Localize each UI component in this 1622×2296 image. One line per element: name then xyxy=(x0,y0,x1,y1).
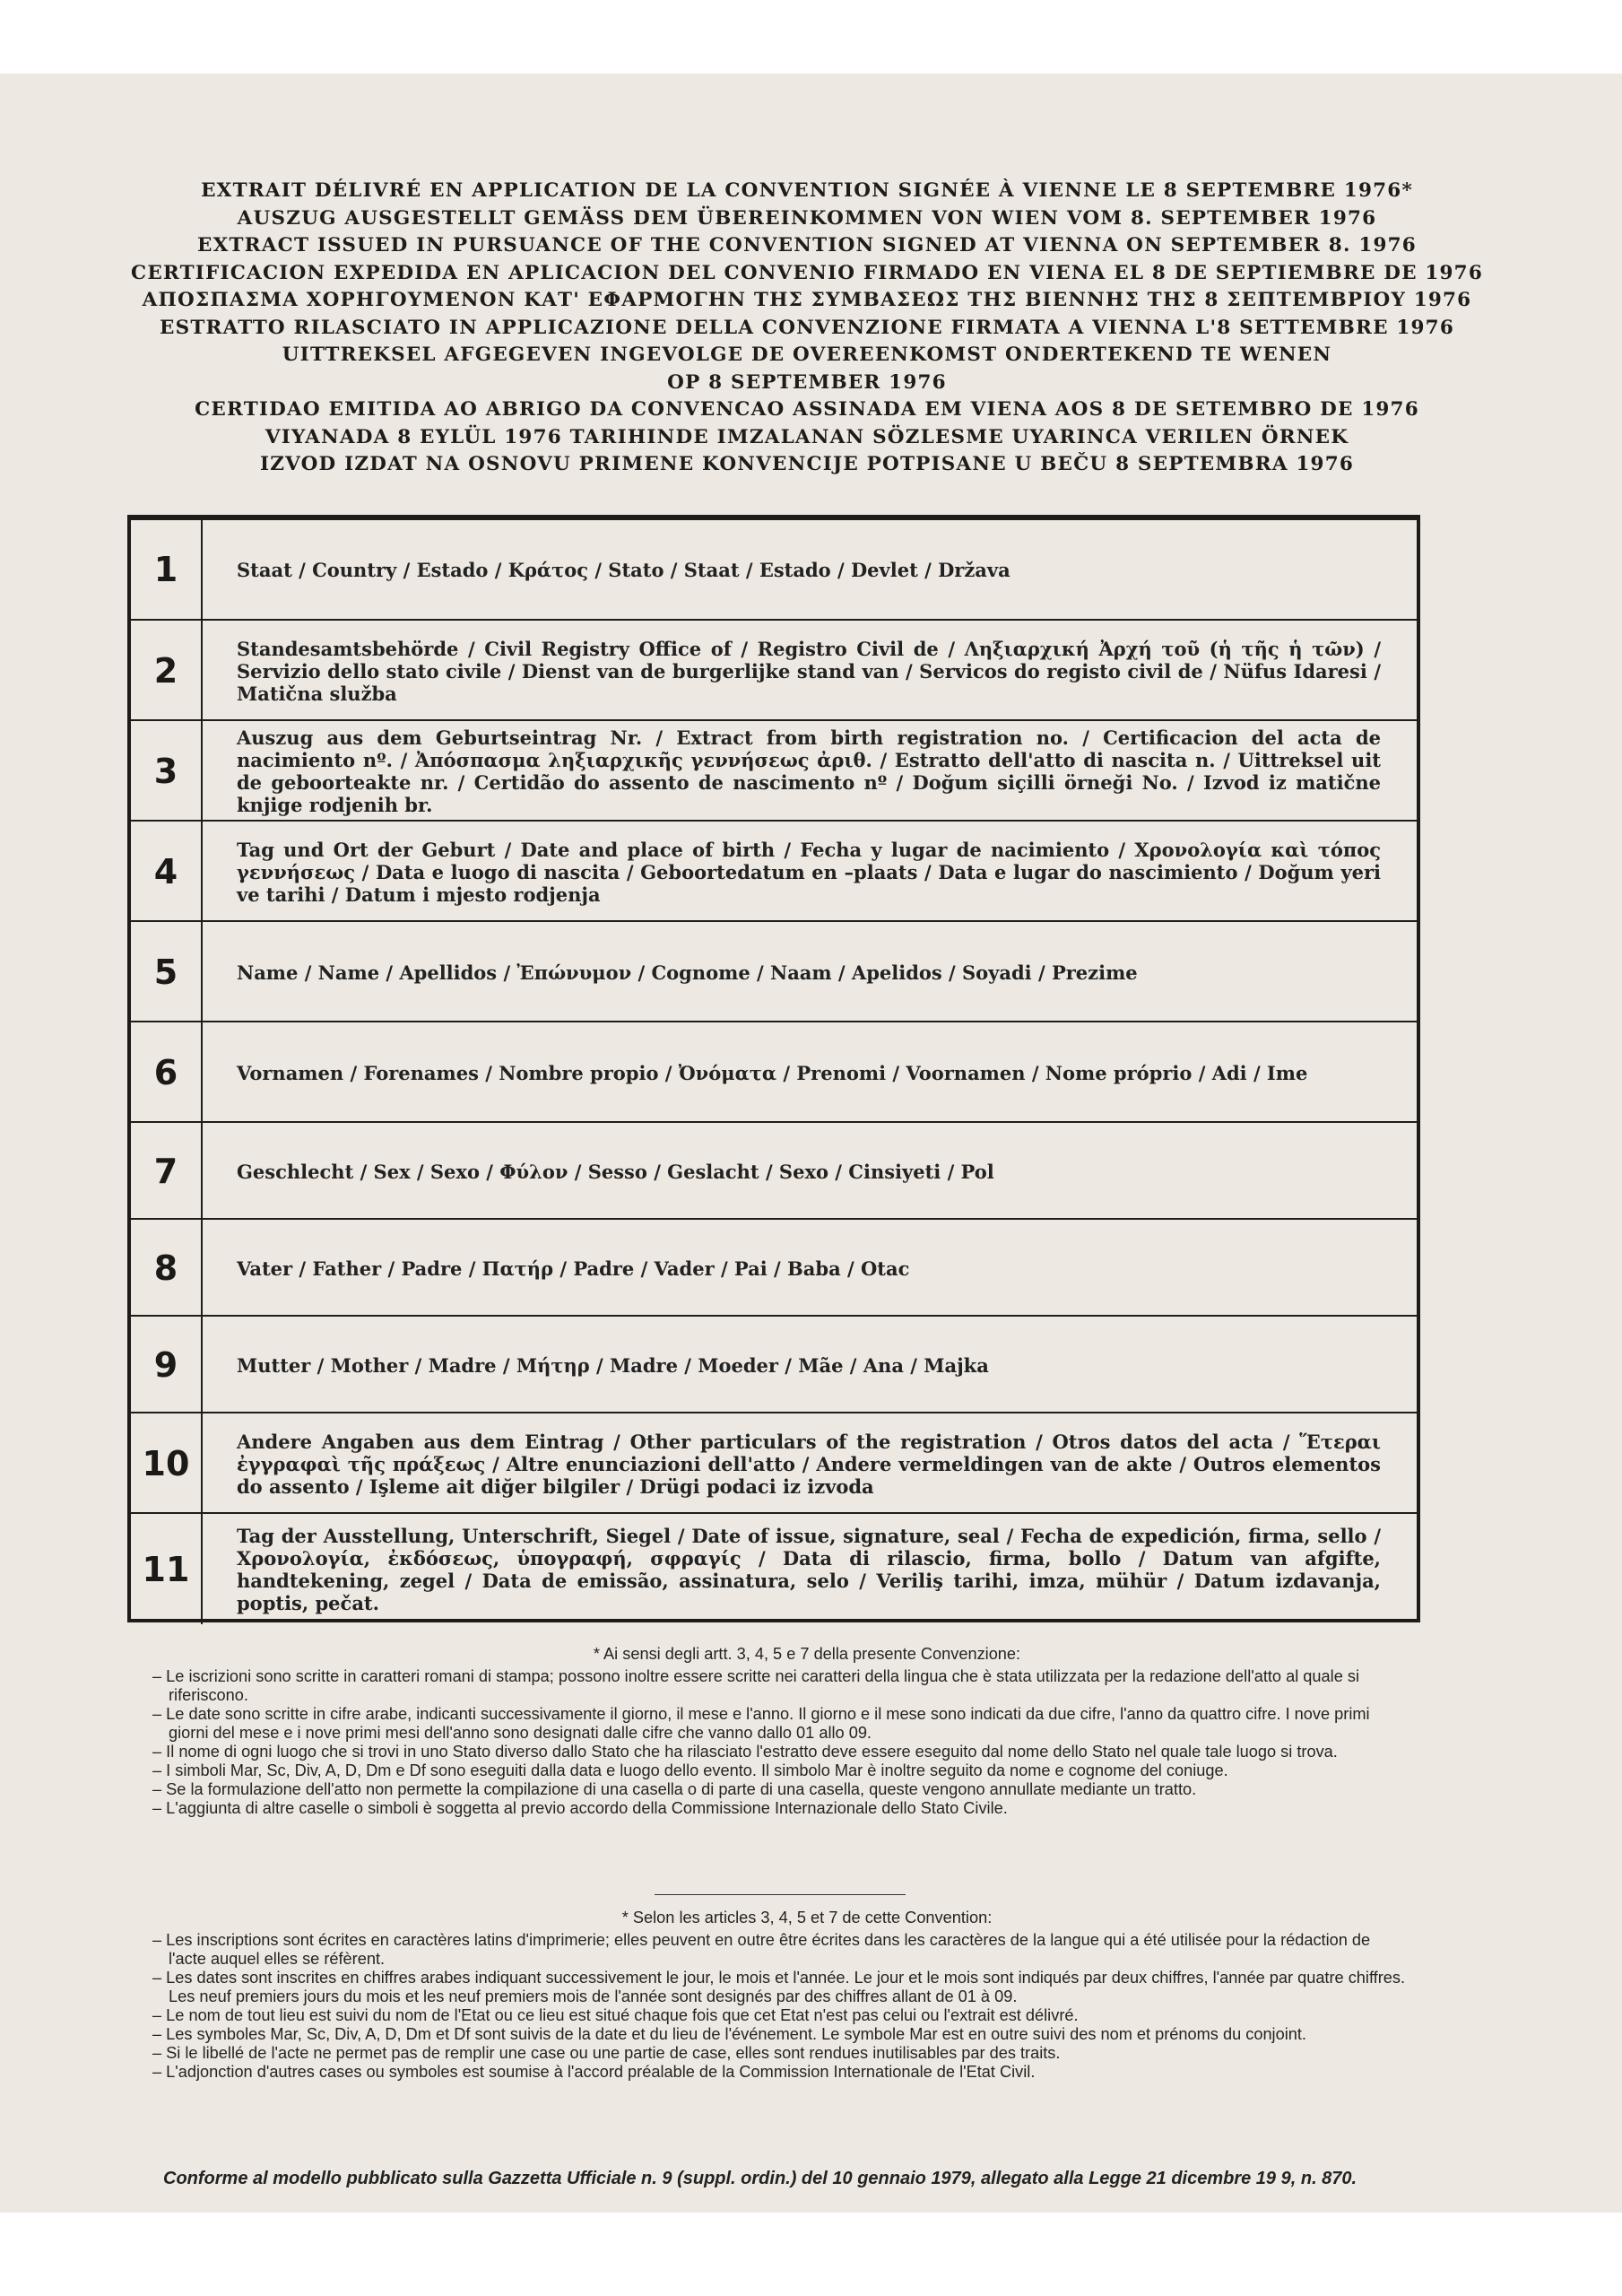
notes-french-title: * Selon les articles 3, 4, 5 et 7 de cette Convention: xyxy=(621,1909,993,1926)
row-label: Tag der Ausstellung, Unterschrift, Siegel / Date of issue, signature, seal / Fecha de expedición, firma, sello / Χρονολογία, ἐκδόσεως, ὑπογραφή, σφραγίς / Data di rilascio, firma, bollo / Datum van afgifte, handtekening, zegel / Data de emissão, assinatura, selo / Veriliş tarihi, imza, mühür / Datum izdavanja, poptis, pečat. xyxy=(237,1524,1381,1614)
row-label: Tag und Ort der Geburt / Date and place of birth / Fecha y lugar de nacimiento / Χρονολογία καὶ τόπος γεννήσεως / Data e luogo di nascita / Geboortedatum en –plaats / Data e lugar do nascimiento / Doğum yeri ve tarihi / Datum i mjesto rodjenja xyxy=(237,838,1381,906)
extract-form-table xyxy=(127,515,1420,1622)
row-number: 9 xyxy=(131,1317,203,1413)
row-number: 6 xyxy=(131,1022,203,1123)
row-label: Auszug aus dem Geburtseintrag Nr. / Extract from birth registration no. / Certificacion del acta de nacimiento nº. / Ἀπόσπασμα ληξιαρχικῆς γεννήσεως ἀριθ. / Estratto dell'atto di nascita n. / Uittreksel uit de geboorteakte nr. / Certidão do assento de nascimento nº / Doğum siçilli örneği No. / Izvod iz matične knjige rodjenih br. xyxy=(237,726,1381,816)
form-row-8 xyxy=(131,1218,1417,1317)
form-row-10 xyxy=(131,1412,1417,1514)
form-row-4 xyxy=(131,820,1417,922)
form-row-3 xyxy=(131,719,1417,822)
note-item: – Le date sono scritte in cifre arabe, indicanti successivamente il giorno, il mese e l'anno. Il giorno e il mese sono indicati da due cifre, l'anno da quattro cifre. I nove primi giorni del mese e i nove primi mesi dell'anno sono designati dalle cifre che vanno dallo 01 allo 09. xyxy=(152,1705,1370,1742)
notes-separator xyxy=(655,1894,906,1895)
row-label: Standesamtsbehörde / Civil Registry Office of / Registro Civil de / Ληξιαρχική Ἀρχή τοῦ (ἡ τῆς ἡ τῶν) / Servizio dello stato civile / Dienst van de burgerlijke stand van / Servicos do registo civil de / Nüfus Idaresi / Matična služba xyxy=(237,637,1381,705)
form-row-1 xyxy=(131,520,1417,619)
row-number: 11 xyxy=(131,1514,203,1624)
note-item: – Les dates sont inscrites en chiffres arabes indiquant successivement le jour, le mois et l'année. Le jour et le mois sont indiqués par deux chiffres, l'année par quatre chiffres. Les neuf premiers jours du mois et les neuf premiers mois de l'année sont designés par des chiffres allant de 01 à 09. xyxy=(152,1969,1406,2005)
row-label: Andere Angaben aus dem Eintrag / Other particulars of the registration / Otros datos del acta / Ἕτεραι ἐγγραφαὶ τῆς πράξεως / Altre enunciazioni dell'atto / Andere vermeldingen van de akte / Outros elementos do assento / Işleme ait diğer bilgiler / Drügi podaci iz izvoda xyxy=(237,1430,1381,1498)
row-number: 5 xyxy=(131,922,203,1022)
header-line-tr: VIYANADA 8 EYLÜL 1976 TARIHINDE IMZALANAN SÖZLESME UYARINCA VERILEN ÖRNEK xyxy=(265,425,1349,448)
row-label: Mutter / Mother / Madre / Μήτηρ / Madre / Moeder / Mãe / Ana / Majka xyxy=(237,1353,989,1377)
header-line-es: CERTIFICACION EXPEDIDA EN APLICACION DEL CONVENIO FIRMADO EN VIENA EL 8 DE SEPTIEMBRE DE 1976 xyxy=(131,261,1483,284)
row-label: Vornamen / Forenames / Nombre propio / Ὀνόματα / Prenomi / Voornamen / Nome próprio / Adi / Ime xyxy=(237,1061,1308,1084)
row-label: Geschlecht / Sex / Sexo / Φύλον / Sesso / Geslacht / Sexo / Cinsiyeti / Pol xyxy=(237,1160,994,1183)
note-item: – Le iscrizioni sono scritte in caratteri romani di stampa; possono inoltre essere scritte nei caratteri della lingua che è stata utilizzata per la redazione dell'atto al quale si riferiscono. xyxy=(152,1667,1359,1704)
header-line-sr: IZVOD IZDAT NA OSNOVU PRIMENE KONVENCIJE POTPISANE U BEČU 8 SEPTEMBRA 1976 xyxy=(259,453,1355,475)
note-item: – Il nome di ogni luogo che si trovi in uno Stato diverso dallo Stato che ha rilasciato l'estratto deve essere eseguito dal nome dello Stato nel quale tale luogo si trova. xyxy=(152,1743,1338,1761)
header-line-fr: EXTRAIT DÉLIVRÉ EN APPLICATION DE LA CONVENTION SIGNÉE À VIENNE LE 8 SEPTEMBRE 1976* xyxy=(201,179,1413,202)
note-item: – Les inscriptions sont écrites en caractères latins d'imprimerie; elles peuvent en outre être écrites dans les caractères de la langue qui a été utilisée pour la rédaction de l'acte auquel elles se réfèrent. xyxy=(152,1931,1371,1968)
row-number: 1 xyxy=(131,520,203,619)
note-item: – Les symboles Mar, Sc, Div, A, D, Dm et Df sont suivis de la date et du lieu de l'événement. Le symbole Mar est en outre suivi des nom et prénoms du conjoint. xyxy=(152,2025,1306,2043)
header-line-de: AUSZUG AUSGESTELLT GEMÄSS DEM ÜBEREINKOMMEN VON WIEN VOM 8. SEPTEMBER 1976 xyxy=(237,206,1377,230)
header-line-el: ΑΠΟΣΠΑΣΜΑ ΧΟΡΗΓΟΥΜΕΝΟΝ ΚΑΤ' ΕΦΑΡΜΟΓΗΝ ΤΗΣ ΣΥΜΒΑΣΕΩΣ ΤΗΣ ΒΙΕΝΝΗΣ ΤΗΣ 8 ΣΕΠΤΕΜΒΡΙΟΥ 1976 xyxy=(142,289,1472,311)
notes-italian-title: * Ai sensi degli artt. 3, 4, 5 e 7 della presente Convenzione: xyxy=(593,1645,1021,1663)
row-number: 8 xyxy=(131,1220,203,1317)
note-item: – I simboli Mar, Sc, Div, A, D, Dm e Df sono eseguiti dalla data e luogo dello evento. Il simbolo Mar è inoltre seguito da nome e cognome del coniuge. xyxy=(152,1761,1228,1779)
form-row-6 xyxy=(131,1021,1417,1123)
header-line-pt: CERTIDAO EMITIDA AO ABRIGO DA CONVENCAO ASSINADA EM VIENA AOS 8 DE SETEMBRO DE 1976 xyxy=(195,398,1419,421)
row-number: 7 xyxy=(131,1123,203,1220)
convention-header xyxy=(99,178,1515,479)
note-item: – L'adjonction d'autres cases ou symboles est soumise à l'accord préalable de la Commission Internationale de l'Etat Civil. xyxy=(152,2063,1036,2081)
row-number: 4 xyxy=(131,822,203,922)
row-label: Staat / Country / Estado / Κράτος / Stato / Staat / Estado / Devlet / Država xyxy=(237,558,1010,581)
header-line-nl: UITTREKSEL AFGEGEVEN INGEVOLGE DE OVEREENKOMST ONDERTEKEND TE WENEN xyxy=(282,344,1332,366)
header-line-en: EXTRACT ISSUED IN PURSUANCE OF THE CONVENTION SIGNED AT VIENNA ON SEPTEMBER 8. 1976 xyxy=(197,234,1417,257)
form-row-5 xyxy=(131,920,1417,1022)
row-number: 3 xyxy=(131,721,203,822)
form-row-11 xyxy=(131,1512,1417,1624)
row-number: 2 xyxy=(131,621,203,721)
note-item: – Le nom de tout lieu est suivi du nom de l'Etat ou ce lieu est situé chaque fois que cet Etat n'est pas celui ou l'extrait est délivré. xyxy=(152,2006,1079,2024)
note-item: – L'aggiunta di altre caselle o simboli è soggetta al previo accordo della Commissione Internazionale dello Stato Civile. xyxy=(152,1799,1008,1817)
form-row-7 xyxy=(131,1121,1417,1220)
note-item: – Se la formulazione dell'atto non permette la compilazione di una casella o di parte di una casella, queste vengono annullate mediante un tratto. xyxy=(152,1780,1197,1798)
notes-french xyxy=(152,1909,1408,2082)
footer-gazette-reference: Conforme al modello pubblicato sulla Gazzetta Ufficiale n. 9 (suppl. ordin.) del 10 gennaio 1979, allegato alla Legge 21 dicembre 19 9, n. 870. xyxy=(163,2169,1357,2188)
row-label: Vater / Father / Padre / Πατήρ / Padre / Vader / Pai / Baba / Otac xyxy=(237,1257,910,1280)
row-number: 10 xyxy=(131,1413,203,1514)
notes-italian xyxy=(152,1645,1408,1818)
form-row-2 xyxy=(131,619,1417,721)
header-line-nl-2: OP 8 SEPTEMBER 1976 xyxy=(667,370,947,394)
header-line-it: ESTRATTO RILASCIATO IN APPLICAZIONE DELLA CONVENZIONE FIRMATA A VIENNA L'8 SETTEMBRE 1976 xyxy=(160,316,1454,339)
note-item: – Si le libellé de l'acte ne permet pas de remplir une case ou une partie de case, elles sont rendues inutilisables par des traits. xyxy=(152,2044,1061,2062)
form-row-9 xyxy=(131,1315,1417,1413)
row-label: Name / Name / Apellidos / Ἐπώνυμον / Cognome / Naam / Apelidos / Soyadi / Prezime xyxy=(237,961,1138,984)
